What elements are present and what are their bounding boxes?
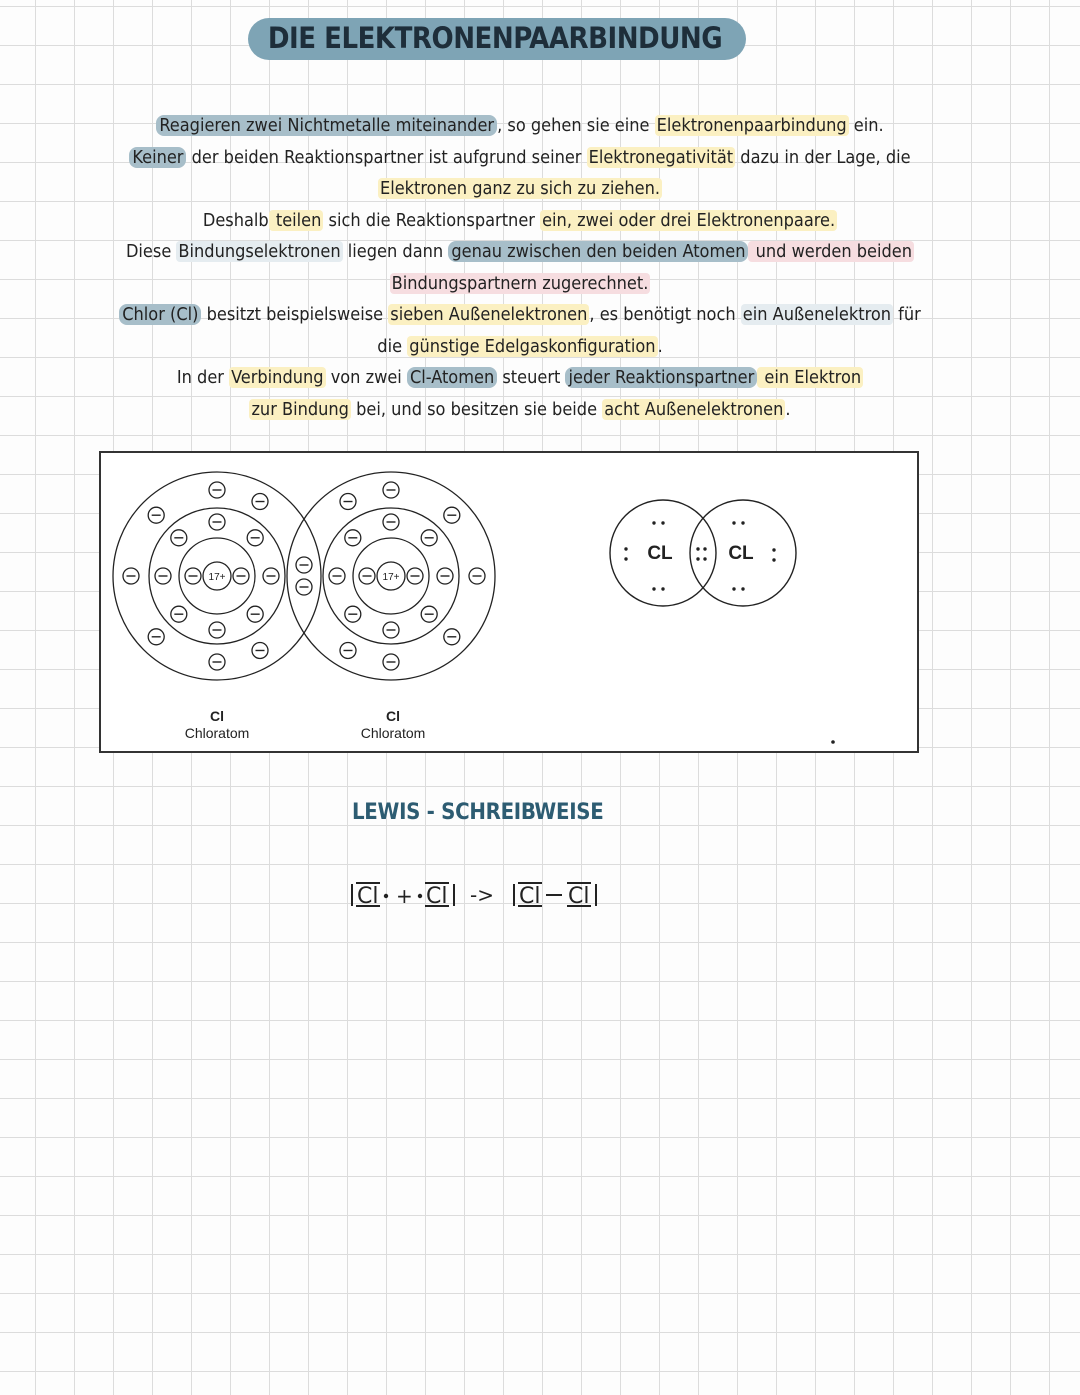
venn-label-left: CL bbox=[647, 543, 673, 564]
electron bbox=[263, 568, 279, 584]
electron bbox=[345, 606, 361, 622]
text-line bbox=[70, 268, 970, 300]
electron-group bbox=[123, 482, 485, 670]
plus-sign: + bbox=[396, 884, 413, 908]
text-line bbox=[70, 394, 970, 426]
valence-dot bbox=[624, 557, 627, 560]
highlight: teilen bbox=[270, 209, 322, 231]
highlight: Bindungselektronen bbox=[178, 241, 341, 262]
text: . bbox=[785, 398, 791, 420]
page-title: DIE ELEKTRONENPAARBINDUNG bbox=[248, 18, 746, 60]
highlight: günstige Edelgaskonfiguration bbox=[409, 335, 656, 357]
radical-dot bbox=[384, 894, 388, 898]
electron bbox=[148, 629, 164, 645]
electron bbox=[444, 629, 460, 645]
highlight: Chlor (Cl) bbox=[119, 304, 201, 325]
electron bbox=[340, 642, 356, 658]
electron bbox=[296, 557, 312, 573]
valence-dot bbox=[624, 547, 627, 550]
highlight: und werden beiden bbox=[750, 241, 913, 262]
highlight: Elektronen ganz zu sich zu ziehen. bbox=[379, 178, 660, 199]
text: für bbox=[893, 304, 921, 325]
text: steuert bbox=[497, 367, 566, 388]
text: sich die Reaktionspartner bbox=[323, 209, 541, 231]
valence-dot bbox=[696, 547, 699, 550]
highlight: acht Außenelektronen bbox=[604, 398, 784, 420]
text: Diese bbox=[125, 241, 177, 262]
atom-label-left bbox=[157, 708, 277, 742]
electron bbox=[296, 579, 312, 595]
electron bbox=[421, 530, 437, 546]
text-line bbox=[70, 362, 970, 394]
atom-name: Chloratom bbox=[360, 725, 426, 741]
electron bbox=[233, 568, 249, 584]
highlight: ein Außenelektron bbox=[742, 304, 892, 325]
text: , so gehen sie eine bbox=[497, 115, 655, 136]
text: liegen dann bbox=[342, 241, 449, 262]
cl-symbol: Cl bbox=[568, 884, 590, 909]
valence-dot bbox=[741, 587, 744, 590]
text: der beiden Reaktionspartner ist aufgrund seiner bbox=[186, 146, 587, 168]
electron bbox=[383, 482, 399, 498]
electron bbox=[252, 494, 268, 510]
text: bei, und so besitzen sie beide bbox=[350, 398, 603, 420]
text: Deshalb bbox=[202, 209, 269, 231]
electron bbox=[209, 654, 225, 670]
electron bbox=[209, 482, 225, 498]
atom-symbol: Cl bbox=[210, 708, 224, 724]
electron bbox=[247, 530, 263, 546]
valence-dot bbox=[772, 548, 775, 551]
text-line bbox=[70, 299, 970, 331]
electron bbox=[359, 568, 375, 584]
valence-dot bbox=[661, 587, 664, 590]
atom-name: Chloratom bbox=[184, 725, 250, 741]
text: . bbox=[657, 335, 663, 357]
text-line bbox=[70, 331, 970, 363]
radical-dot bbox=[418, 894, 422, 898]
electron bbox=[155, 568, 171, 584]
valence-dot bbox=[652, 521, 655, 524]
highlight: Bindungspartnern zugerechnet. bbox=[391, 272, 649, 294]
nucleus-charge: 17+ bbox=[208, 572, 226, 583]
intro-paragraph bbox=[70, 110, 970, 425]
text: , es benötigt noch bbox=[589, 304, 741, 325]
electron bbox=[383, 654, 399, 670]
highlight: genau zwischen den beiden Atomen bbox=[448, 241, 748, 262]
venn-diagram bbox=[610, 500, 796, 606]
cl-symbol: Cl bbox=[519, 884, 541, 909]
valence-dot bbox=[696, 557, 699, 560]
valence-dot bbox=[652, 587, 655, 590]
text: ein. bbox=[848, 115, 884, 136]
valence-dot bbox=[772, 558, 775, 561]
cl-symbol: Cl bbox=[426, 884, 448, 909]
electron bbox=[252, 642, 268, 658]
text-line bbox=[70, 236, 970, 268]
text: In der bbox=[176, 367, 230, 388]
valence-dot bbox=[732, 587, 735, 590]
valence-dot bbox=[703, 547, 706, 550]
valence-dot bbox=[703, 557, 706, 560]
electron bbox=[437, 568, 453, 584]
highlight: Elektronenpaarbindung bbox=[656, 115, 847, 136]
valence-dot bbox=[741, 521, 744, 524]
highlight: Elektronegativität bbox=[588, 146, 734, 168]
stray-dot bbox=[831, 740, 835, 744]
text-line bbox=[70, 205, 970, 237]
lewis-equation bbox=[340, 870, 620, 920]
electron bbox=[345, 530, 361, 546]
lewis-heading: LEWIS - SCHREIBWEISE bbox=[352, 800, 604, 825]
text: von zwei bbox=[325, 367, 407, 388]
highlight: Verbindung bbox=[231, 367, 324, 388]
valence-dot bbox=[661, 521, 664, 524]
electron bbox=[407, 568, 423, 584]
cl-symbol: Cl bbox=[357, 884, 379, 909]
highlight: sieben Außenelektronen bbox=[390, 304, 588, 325]
highlight: ein Elektron bbox=[759, 367, 862, 388]
text-line bbox=[70, 173, 970, 205]
valence-dot bbox=[732, 521, 735, 524]
venn-label-right: CL bbox=[728, 543, 754, 564]
highlight: ein, zwei oder drei Elektronenpaare. bbox=[542, 209, 836, 231]
highlight: Keiner bbox=[129, 147, 186, 168]
electron bbox=[209, 622, 225, 638]
text: besitzt beispielsweise bbox=[201, 304, 389, 325]
highlight: jeder Reaktionspartner bbox=[565, 367, 757, 388]
text-line bbox=[70, 110, 970, 142]
electron bbox=[444, 507, 460, 523]
highlight: Reagieren zwei Nichtmetalle miteinander bbox=[156, 115, 497, 136]
nucleus-charge: 17+ bbox=[382, 572, 400, 583]
text-line bbox=[70, 142, 970, 174]
atom-label-right bbox=[333, 708, 453, 742]
electron bbox=[185, 568, 201, 584]
title-wrapper bbox=[0, 18, 1080, 60]
electron bbox=[123, 568, 139, 584]
atom-diagram bbox=[101, 453, 917, 751]
electron bbox=[469, 568, 485, 584]
electron bbox=[247, 606, 263, 622]
text: dazu in der Lage, die bbox=[735, 146, 911, 168]
electron bbox=[383, 622, 399, 638]
highlight: zur Bindung bbox=[251, 398, 349, 420]
electron bbox=[421, 606, 437, 622]
electron bbox=[148, 507, 164, 523]
electron bbox=[383, 514, 399, 530]
electron bbox=[171, 530, 187, 546]
highlight: Cl-Atomen bbox=[407, 367, 497, 388]
electron bbox=[171, 606, 187, 622]
atom-symbol: Cl bbox=[386, 708, 400, 724]
text: die bbox=[377, 335, 408, 357]
electron bbox=[340, 494, 356, 510]
electron bbox=[209, 514, 225, 530]
electron bbox=[329, 568, 345, 584]
bohr-model-figure bbox=[99, 451, 919, 753]
reaction-arrow: -> bbox=[470, 883, 494, 907]
